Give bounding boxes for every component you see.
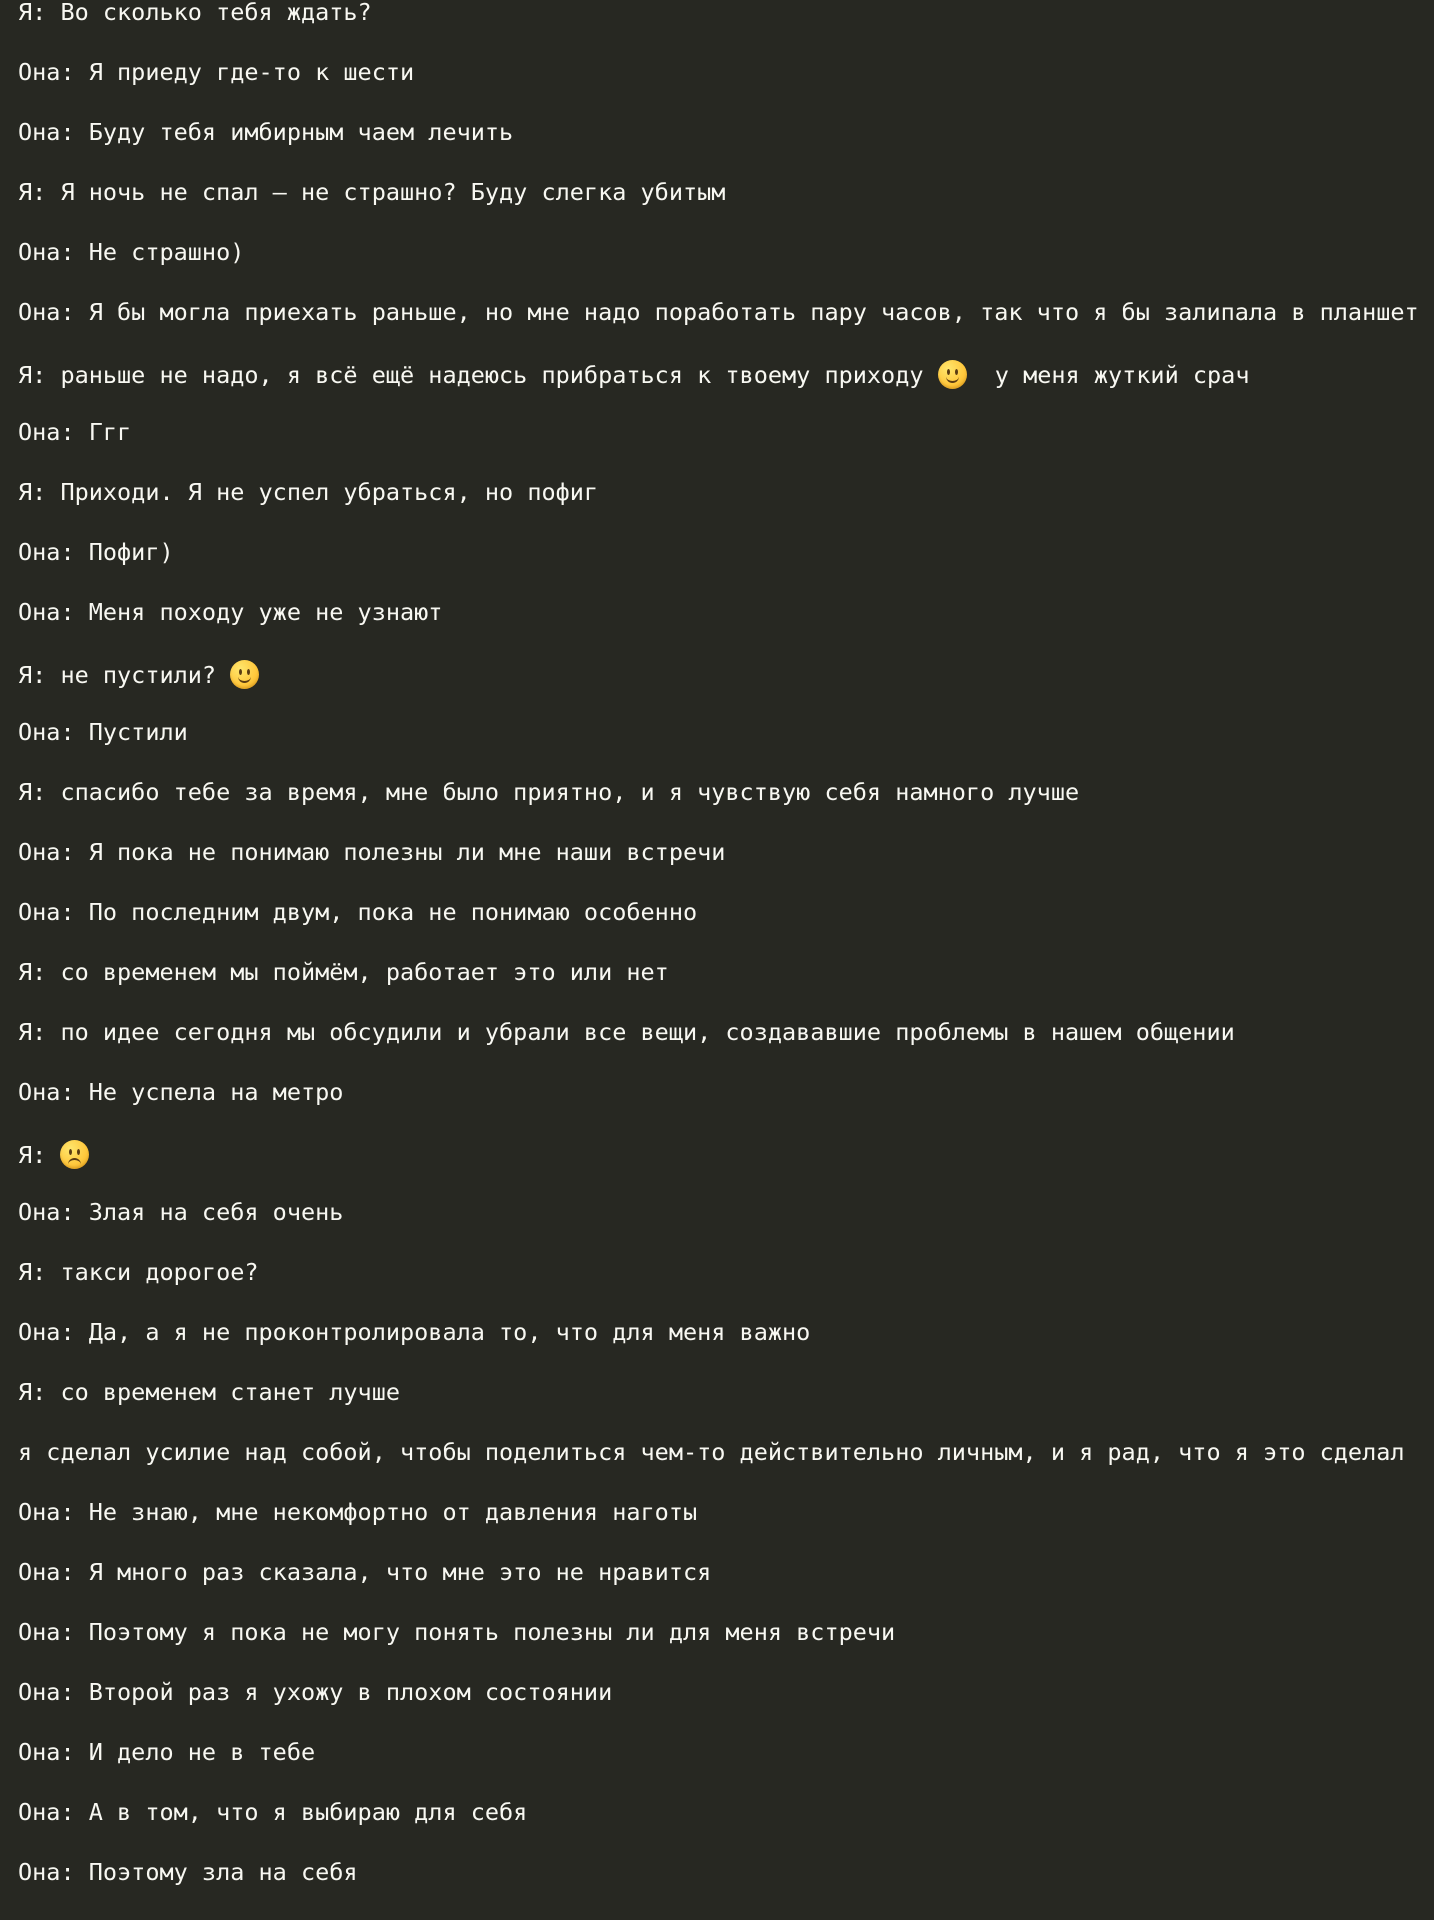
message-line bbox=[18, 1800, 1424, 1860]
message-text: Я: Я ночь не спал — не страшно? Буду слегка убитым bbox=[18, 180, 726, 206]
message-line bbox=[18, 180, 1424, 240]
message-line bbox=[18, 540, 1424, 600]
message-text: Она: Я пока не понимаю полезны ли мне наши встречи bbox=[18, 840, 726, 866]
message-line bbox=[18, 900, 1424, 960]
message-line bbox=[18, 300, 1424, 360]
message-line bbox=[18, 1560, 1424, 1620]
message-text: Она: И дело не в тебе bbox=[18, 1740, 316, 1766]
message-text: Она: По последним двум, пока не понимаю особенно bbox=[18, 900, 698, 926]
message-text: Она: Не знаю, мне некомфортно от давления наготы bbox=[18, 1500, 698, 1526]
message-line bbox=[18, 720, 1424, 780]
message-line bbox=[18, 1320, 1424, 1380]
message-line bbox=[18, 0, 1424, 60]
message-text: Она: Злая на себя очень bbox=[18, 1200, 344, 1226]
message-text: Я: спасибо тебе за время, мне было приятно, и я чувствую себя намного лучше bbox=[18, 780, 1080, 806]
message-line bbox=[18, 1680, 1424, 1740]
message-line bbox=[18, 1020, 1424, 1080]
slightly-smiling-face-icon bbox=[230, 660, 259, 689]
message-line bbox=[18, 1500, 1424, 1560]
message-line bbox=[18, 780, 1424, 840]
message-text: Я: Приходи. Я не успел убраться, но пофиг bbox=[18, 480, 599, 506]
message-line bbox=[18, 600, 1424, 660]
message-text: Я: со временем мы поймём, работает это или нет bbox=[18, 960, 669, 986]
slightly-smiling-face-icon bbox=[938, 360, 967, 389]
message-line bbox=[18, 60, 1424, 120]
message-text: у меня жуткий срач bbox=[994, 361, 1250, 389]
message-text: Она: Поэтому я пока не могу понять полезны ли для меня встречи bbox=[18, 1620, 896, 1646]
message-text: Она: Поэтому зла на себя bbox=[18, 1860, 358, 1886]
message-text: Она: Не страшно) bbox=[18, 240, 245, 266]
message-line bbox=[18, 1440, 1424, 1500]
message-text: Она: Пофиг) bbox=[18, 540, 174, 566]
message-text: Она: Не успела на метро bbox=[18, 1080, 344, 1106]
message-line bbox=[18, 1260, 1424, 1320]
message-text: Она: Я приеду где-то к шести bbox=[18, 60, 415, 86]
message-text: Она: Я много раз сказала, что мне это не нравится bbox=[18, 1560, 712, 1586]
message-text: Я: со временем станет лучше bbox=[18, 1380, 401, 1406]
message-text: Она: Да, а я не проконтролировала то, что для меня важно bbox=[18, 1320, 811, 1346]
message-line bbox=[18, 360, 1424, 420]
message-text: Я: не пустили? bbox=[18, 661, 217, 689]
message-line bbox=[18, 1140, 1424, 1200]
message-line bbox=[18, 480, 1424, 540]
message-line bbox=[18, 420, 1424, 480]
message-text: Я: Во сколько тебя ждать? bbox=[18, 0, 372, 26]
message-text: Она: А в том, что я выбираю для себя bbox=[18, 1800, 528, 1826]
message-text: Она: Ггг bbox=[18, 420, 132, 446]
message-text: Она: Пустили bbox=[18, 720, 188, 746]
message-line bbox=[18, 240, 1424, 300]
message-text: Я: такси дорогое? bbox=[18, 1260, 259, 1286]
message-line bbox=[18, 1080, 1424, 1140]
message-text: Она: Буду тебя имбирным чаем лечить bbox=[18, 120, 514, 146]
message-text: Она: Меня походу уже не узнают bbox=[18, 600, 443, 626]
message-text: Она: Второй раз я ухожу в плохом состоянии bbox=[18, 1680, 613, 1706]
message-line bbox=[18, 1740, 1424, 1800]
message-line bbox=[18, 1620, 1424, 1680]
message-line bbox=[18, 660, 1424, 720]
message-text: Я: по идее сегодня мы обсудили и убрали все вещи, создававшие проблемы в нашем общении bbox=[18, 1020, 1235, 1046]
slightly-frowning-face-icon bbox=[60, 1140, 89, 1169]
message-line bbox=[18, 1380, 1424, 1440]
message-text: Я: bbox=[18, 1141, 47, 1169]
message-text: я сделал усилие над собой, чтобы поделиться чем-то действительно личным, и я рад, что я это сделал bbox=[18, 1440, 1405, 1466]
message-line bbox=[18, 1860, 1424, 1920]
message-line bbox=[18, 960, 1424, 1020]
message-text: Она: Я бы могла приехать раньше, но мне надо поработать пару часов, так что я бы залипала в планшет bbox=[18, 300, 1419, 326]
message-line bbox=[18, 120, 1424, 180]
message-text: Я: раньше не надо, я всё ещё надеюсь прибраться к твоему приходу bbox=[18, 361, 924, 389]
message-line bbox=[18, 1200, 1424, 1260]
message-line bbox=[18, 840, 1424, 900]
